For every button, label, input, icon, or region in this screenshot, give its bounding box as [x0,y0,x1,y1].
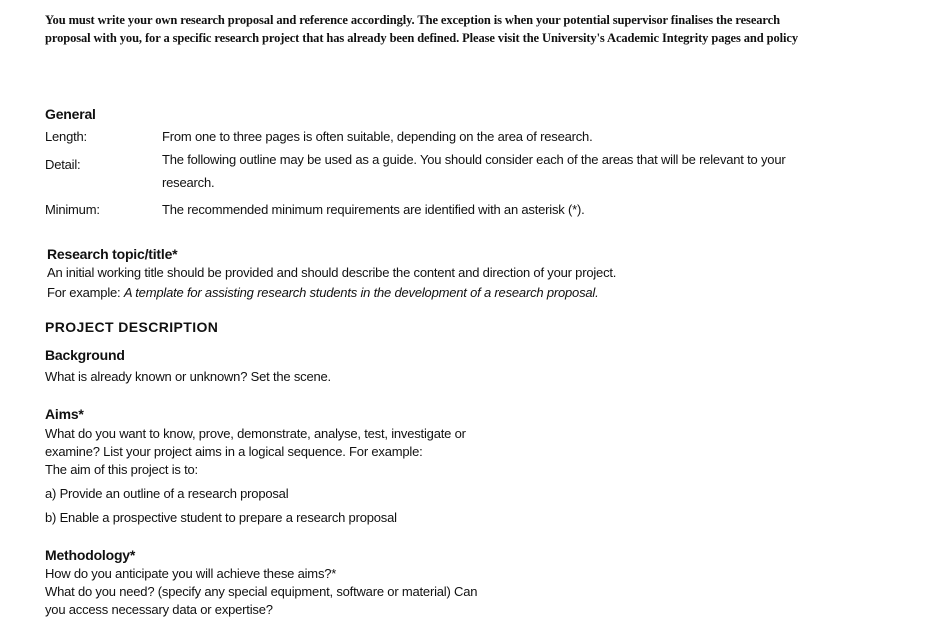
general-heading: General [45,106,96,122]
intro-line: proposal with you, for a specific research project that has already been defined. Please visit the University's Academic Integrity pages and policy [45,31,798,45]
length-label: Length: [45,129,87,144]
background-text: What is already known or unknown? Set the scene. [45,369,331,384]
methodology-text: What do you need? (specify any special equipment, software or material) Can [45,584,478,599]
detail-label: Detail: [45,157,81,172]
example-title: A template for assisting research students in the development of a research proposal. [123,285,599,300]
length-text: From one to three pages is often suitable, depending on the area of research. [162,129,593,144]
example-prefix: For example: [47,285,124,300]
minimum-label: Minimum: [45,202,100,217]
detail-text: The following outline may be used as a guide. You should consider each of the areas that will be relevant to your [162,152,786,167]
aims-text: The aim of this project is to: [45,462,198,477]
methodology-text: How do you anticipate you will achieve these aims?* [45,566,337,581]
aims-heading: Aims* [45,406,84,422]
research-topic-example [47,285,599,300]
intro-paragraph [45,11,798,47]
methodology-heading: Methodology* [45,547,136,563]
minimum-text: The recommended minimum requirements are identified with an asterisk (*). [162,202,585,217]
research-topic-text: An initial working title should be provided and should describe the content and direction of your project. [47,265,617,280]
methodology-text: you access necessary data or expertise? [45,602,273,617]
aims-text: examine? List your project aims in a logical sequence. For example: [45,444,423,459]
project-description-heading: PROJECT DESCRIPTION [45,319,219,335]
intro-line: You must write your own research proposal and reference accordingly. The exception is when your potential supervisor finalises the research [45,13,780,27]
aims-text: What do you want to know, prove, demonstrate, analyse, test, investigate or [45,426,466,441]
research-topic-heading: Research topic/title* [47,246,178,262]
aims-list-item: b) Enable a prospective student to prepare a research proposal [45,510,397,525]
background-heading: Background [45,347,125,363]
aims-list-item: a) Provide an outline of a research proposal [45,486,289,501]
detail-text: research. [162,175,215,190]
